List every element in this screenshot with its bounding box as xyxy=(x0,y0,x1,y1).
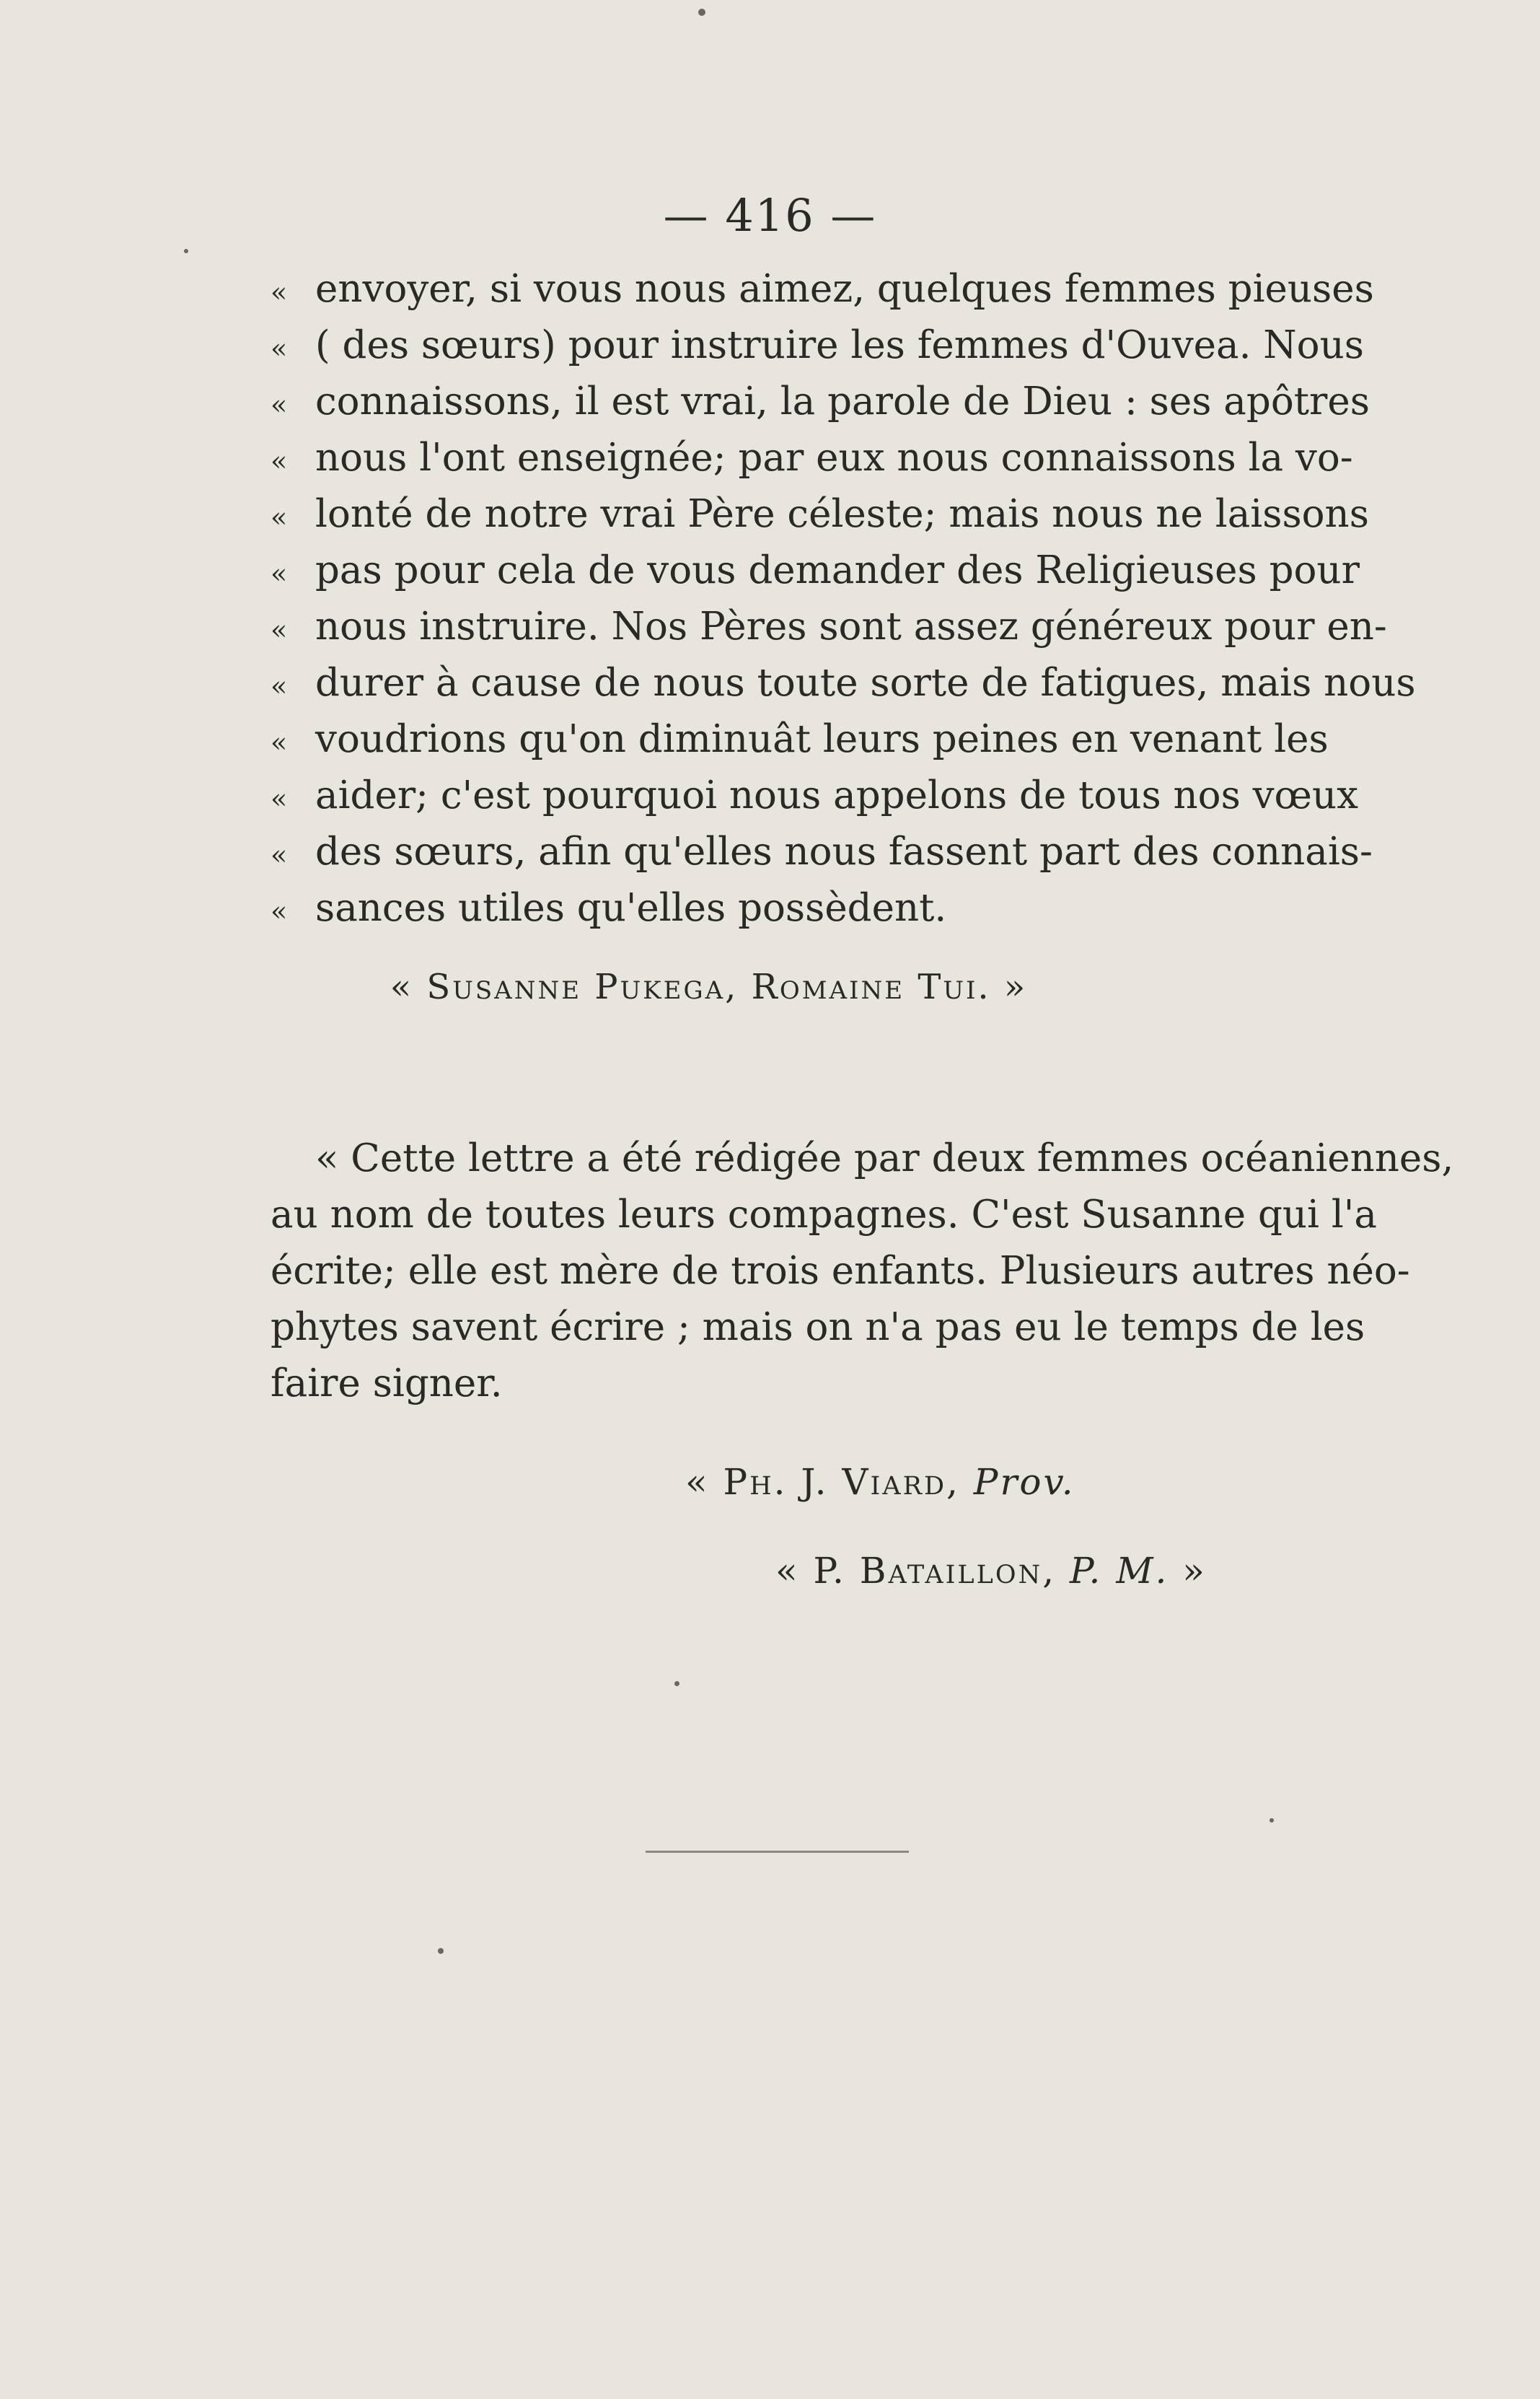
letter-body xyxy=(270,261,1416,937)
quote-mark: « xyxy=(270,333,288,364)
note-line: phytes savent écrire ; mais on n'a pas eu le temps de les xyxy=(270,1305,1365,1349)
letter-line xyxy=(270,824,1373,880)
signature-viard xyxy=(685,1461,1075,1503)
quote-mark: « xyxy=(270,445,288,477)
end-rule xyxy=(646,1851,909,1853)
letter-line xyxy=(270,543,1360,599)
quote-mark: « xyxy=(270,558,288,589)
note-line: écrite; elle est mère de trois enfants. Plusieurs autres néo- xyxy=(270,1249,1410,1293)
quote-mark: « xyxy=(270,614,288,646)
paper-speck xyxy=(184,249,188,253)
letter-line xyxy=(270,261,1374,317)
letter-line xyxy=(270,374,1370,430)
letter-line-text: ( des sœurs) pour instruire les femmes d'Ouvea. Nous xyxy=(315,323,1364,367)
signature-bataillon-close: » xyxy=(1169,1550,1207,1592)
paper-speck xyxy=(438,1948,444,1954)
letter-line-text: durer à cause de nous toute sorte de fatigues, mais nous xyxy=(315,661,1416,705)
quote-mark: « xyxy=(270,670,288,702)
page-number: — 416 — xyxy=(663,189,877,242)
letter-line-text: pas pour cela de vous demander des Religieuses pour xyxy=(315,548,1360,592)
note-line: au nom de toutes leurs compagnes. C'est Susanne qui l'a xyxy=(270,1193,1377,1237)
signature-bataillon xyxy=(775,1550,1207,1592)
letter-line-text: nous l'ont enseignée; par eux nous connaissons la vo- xyxy=(315,436,1353,480)
paper-speck xyxy=(1270,1818,1274,1823)
letter-line xyxy=(270,599,1387,655)
letter-line-text: aider; c'est pourquoi nous appelons de tous nos vœux xyxy=(315,773,1358,817)
quote-mark: « xyxy=(270,501,288,533)
signature-viard-name: « Ph. J. Viard, xyxy=(685,1461,974,1503)
letter-line-text: voudrions qu'on diminuât leurs peines en venant les xyxy=(315,717,1329,761)
letter-line-text: nous instruire. Nos Pères sont assez généreux pour en- xyxy=(315,605,1387,649)
letter-line xyxy=(270,317,1364,374)
letter-line xyxy=(270,655,1416,711)
quote-mark: « xyxy=(270,276,288,308)
letter-line xyxy=(270,768,1358,824)
note-line: « Cette lettre a été rédigée par deux femmes océaniennes, xyxy=(315,1136,1454,1180)
letter-line xyxy=(270,430,1353,486)
signature-bataillon-title: P. M. xyxy=(1070,1550,1169,1592)
paper-speck xyxy=(674,1681,679,1686)
signature-bataillon-name: « P. Bataillon, xyxy=(775,1550,1070,1592)
note-paragraph xyxy=(270,1131,1454,1412)
signature-viard-title: Prov. xyxy=(973,1461,1075,1503)
letter-line xyxy=(270,880,1270,937)
paper-speck xyxy=(698,9,705,16)
quote-mark: « xyxy=(270,783,288,815)
letter-line-text: sances utiles qu'elles possèdent. xyxy=(315,886,947,930)
quote-mark: « xyxy=(270,727,288,758)
letter-line xyxy=(270,711,1329,768)
quote-mark: « xyxy=(270,839,288,871)
quote-mark: « xyxy=(270,389,288,421)
note-line: faire signer. xyxy=(270,1361,503,1405)
letter-line xyxy=(270,486,1369,543)
letter-line-text: des sœurs, afin qu'elles nous fassent part des connais- xyxy=(315,830,1373,874)
quote-mark: « xyxy=(270,895,288,927)
letter-line-text: connaissons, il est vrai, la parole de Dieu : ses apôtres xyxy=(315,380,1370,424)
letter-line-text: lonté de notre vrai Père céleste; mais nous ne laissons xyxy=(315,492,1369,536)
letter-line-text: envoyer, si vous nous aimez, quelques femmes pieuses xyxy=(315,267,1374,311)
letter-signature: « Susanne Pukega, Romaine Tui. » xyxy=(390,967,1028,1007)
